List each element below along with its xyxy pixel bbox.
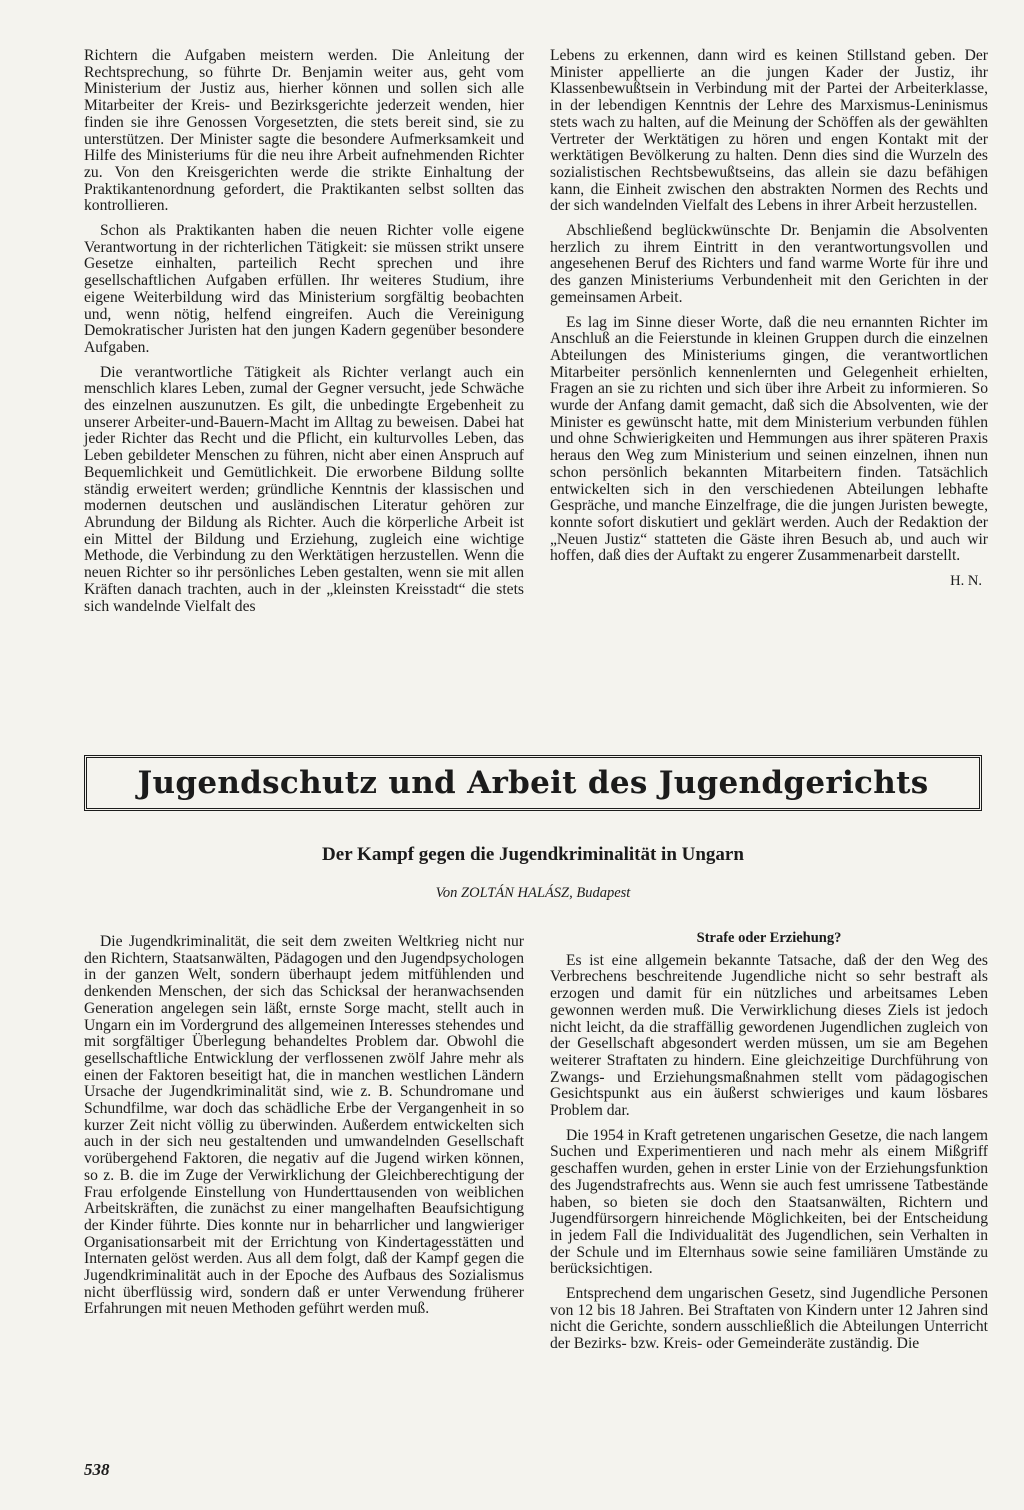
paragraph: Entsprechend dem ungarischen Gesetz, sind Jugendliche Personen von 12 bis 18 Jahren. Bei Straftaten von Kindern unter 12 Jahren sind nicht die Gerichte, sondern ausschließlich die Abteilungen Unterricht der Bezirks- bzw. Kreis- oder Gemeinderäte zuständig. Die (550, 1285, 988, 1353)
column-bottom-left (84, 934, 524, 1326)
article-byline: Von ZOLTÁN HALÁSZ, Budapest (435, 885, 631, 901)
author-signature: H. N. (950, 573, 982, 590)
paragraph: Es lag im Sinne dieser Worte, daß die neu ernannten Richter im Anschluß an die Feierstunde in kleinen Gruppen durch die einzelnen Abteilungen des Ministeriums gingen, die verantwortlichen Mitarbeiter persönlich kennenlernten und Gelegenheit erhielten, Fragen an sie zu richten und sich über ihre Arbeit zu informieren. So wurde der Anfang damit gemacht, daß sich die Absolventen, wie der Minister es gewünscht hatte, mit dem Ministerium verbunden fühlen und ohne Schwierigkeiten und Hemmungen aus ihrer späteren Praxis heraus den Weg zum Ministerium und seinen einzelnen, ihnen nun schon persönlich bekannten Mitarbeitern finden. Tatsächlich entwickelten sich in den verschiedenen Abteilungen lebhafte Gespräche, und manche Einzelfrage, die die jungen Juristen bewegte, konnte sofort diskutiert und geklärt werden. Auch der Redaktion der „Neuen Justiz“ statteten die Gäste ihren Besuch ab, und auch wir hoffen, daß dies der Auftakt zu engerer Zusammenarbeit darstellt. (550, 313, 988, 565)
column-top-right (550, 48, 988, 590)
page-number: 538 (84, 1460, 110, 1479)
paragraph: Richtern die Aufgaben meistern werden. Die Anleitung der Rechtsprechung, so führte Dr. Benjamin weiter aus, geht vom Ministerium der Justiz aus, hierher können und sollen sich alle Mitarbeiter der Kreis- und Bezirksgerichte jederzeit wenden, hier finden sie ihre Genossen Vorgesetzten, die stets bereit sind, sie zu unterstützen. Der Minister sagte die besondere Aufmerksamkeit und Hilfe des Ministeriums für die neu ihre Arbeit aufnehmenden Richter zu. Von den Kreisgerichten werde die strikte Einhaltung der Praktikantenordnung gefordert, die Praktikanten selbst sollten das kontrollieren. (84, 47, 524, 215)
paragraph: Die verantwortliche Tätigkeit als Richter verlangt auch ein menschlich klares Leben, zumal der Gegner versucht, jede Schwäche des einzelnen auszunutzen. Es gilt, die unbedingte Ergebenheit zu unserer Arbeiter-und-Bauern-Macht im Alltag zu beweisen. Dabei hat jeder Richter das Recht und die Pflicht, ein kulturvolles Leben, das Leben gebildeter Menschen zu führen, nicht aber einen Anspruch auf Bequemlichkeit und Gemütlichkeit. Die erworbene Bildung sollte ständig erweitert werden; gründliche Kenntnis der klassischen und modernen deutschen und ausländischen Literatur gehören zur Abrundung der Bildung als Richter. Auch die körperliche Arbeit ist ein Mittel der Bildung und Erziehung, zugleich eine wichtige Methode, die Verbindung zu den Werktätigen herzustellen. Wenn die neuen Richter so ihr persönliches Leben gestalten, wenn sie mit allen Kräften danach trachten, auch in der „kleinsten Kreisstadt“ die stets sich wandelnde Vielfalt des (84, 363, 524, 615)
paragraph: Die Jugendkriminalität, die seit dem zweiten Weltkrieg nicht nur den Richtern, Staatsanwälten, Pädagogen und den Jugendpsychologen in der ganzen Welt, sondern überhaupt jedem mitfühlenden und denkenden Menschen, der sich das Schicksal der heranwachsenden Generation angelegen sein läßt, ernste Sorge macht, stellt auch in Ungarn ein im Vordergrund des allgemeinen Interesses stehendes und mit sorgfältiger Überlegung behandeltes Problem dar. Obwohl die gesellschaftliche Entwicklung der verflossenen zwölf Jahre mehr als einen der Faktoren beseitigt hat, die in manchen westlichen Ländern Ursache der Jugendkriminalität sind, wie z. B. Schundromane und Schundfilme, war doch das schädliche Erbe der Vergangenheit in so kurzer Zeit nicht völlig zu überwinden. Außerdem entwickelten sich auch in der sich neu gestaltenden und umwandelnden Gesellschaft vorübergehend Faktoren, die negativ auf die Jugend wirken können, so z. B. die im Zuge der Verwirklichung der Gleichberechtigung der Frau erfolgende Einstellung von Hunderttausenden von weiblichen Arbeitskräften, die zunächst zu einer mangelhaften Beaufsichtigung der Kinder führte. Dies konnte nur in beharrlicher und langwieriger Organisationsarbeit mit der Errichtung von Kindertagesstätten und Internaten gelöst werden. Aus all dem folgt, daß der Kampf gegen die Jugendkriminalität auch in der Epoche des Aufbaus des Sozialismus nicht überflüssig wird, sondern daß er unter Verwendung früherer Erfahrungen mit neuen Methoden geführt werden muß. (84, 933, 524, 1318)
paragraph: Die 1954 in Kraft getretenen ungarischen Gesetze, die nach langem Suchen und Experimentieren und nach mehr als einem Mißgriff geschaffen wurden, gehen in erster Linie von der Erziehungsfunktion des Jugendstrafrechts aus. Wenn sie auch fest umrissene Tatbestände haben, so bieten sie doch den Staatsanwälten, Richtern und Jugendfürsorgern hinreichende Möglichkeiten, bei der Entscheidung in jedem Fall die Individualität des Jugendlichen, sein Verhalten in der Schule und im Elternhaus sowie seine familiären Umstände zu berücksichtigen. (550, 1126, 988, 1278)
section-title: Jugendschutz und Arbeit des Jugendgerichts (137, 765, 929, 801)
paragraph: Abschließend beglückwünschte Dr. Benjamin die Absolventen herzlich zu ihrem Eintritt in den verantwortungsvollen und angesehenen Beruf des Richters und fand warme Worte für ihre und des ganzen Ministeriums Verbundenheit mit den Gerichten in der gemeinsamen Arbeit. (550, 222, 988, 306)
column-top-left (84, 48, 524, 623)
section-header-box (84, 755, 982, 811)
paragraph: Lebens zu erkennen, dann wird es keinen Stillstand geben. Der Minister appellierte an die jungen Kader der Justiz, ihr Klassenbewußtsein in Verbindung mit der Partei der Arbeiterklasse, in der lebendigen Kenntnis der Lehre des Marxismus-Leninismus stets wach zu halten, auf die Meinung der Schöffen als der gewählten Vertreter der Werktätigen zu hören und engen Kontakt mit der werktätigen Bevölkerung zu halten. Denn dies sind die Wurzeln des sozialistischen Rechtsbewußtseins, das allein sie dazu befähigen kann, die Einheit zwischen den abstrakten Normen des Rechts und der sich wandelnden Vielfalt des Lebens in ihrer Arbeit herzustellen. (550, 47, 988, 215)
paragraph: Schon als Praktikanten haben die neuen Richter volle eigene Verantwortung in der richterlichen Tätigkeit: sie müssen strikt unsere Gesetze einhalten, parteilich Recht sprechen und ihre gesellschaftlichen Aufgaben erfüllen. Ihr weiteres Studium, ihre eigene Weiterbildung wird das Ministerium sorgfältig beobachten und, wenn nötig, helfend eingreifen. Auch die Vereinigung Demokratischer Juristen hat den jungen Kadern gegenüber besondere Aufgaben. (84, 222, 524, 356)
subheading: Strafe oder Erziehung? (696, 930, 842, 946)
paragraph: Es ist eine allgemein bekannte Tatsache, daß der den Weg des Verbrechens beschreitende Jugendliche nicht so sehr bestraft als erzogen und damit für ein nützliches und arbeitsames Leben gewonnen werden muß. Die Verwirklichung dieses Ziels ist jedoch nicht leicht, da die straffällig gewordenen Jugendlichen zugleich von der Gesellschaft abgesondert werden müssen, um sie am Begehen weiterer Straftaten zu hindern. Eine gleichzeitige Durchführung von Zwangs- und Erziehungsmaßnahmen stellt vom pädagogischen Gesichtspunkt aus ein äußerst schwieriges und kaum lösbares Problem dar. (550, 951, 988, 1120)
column-bottom-right (550, 930, 988, 1361)
article-title: Der Kampf gegen die Jugendkriminalität in Ungarn (322, 844, 744, 865)
